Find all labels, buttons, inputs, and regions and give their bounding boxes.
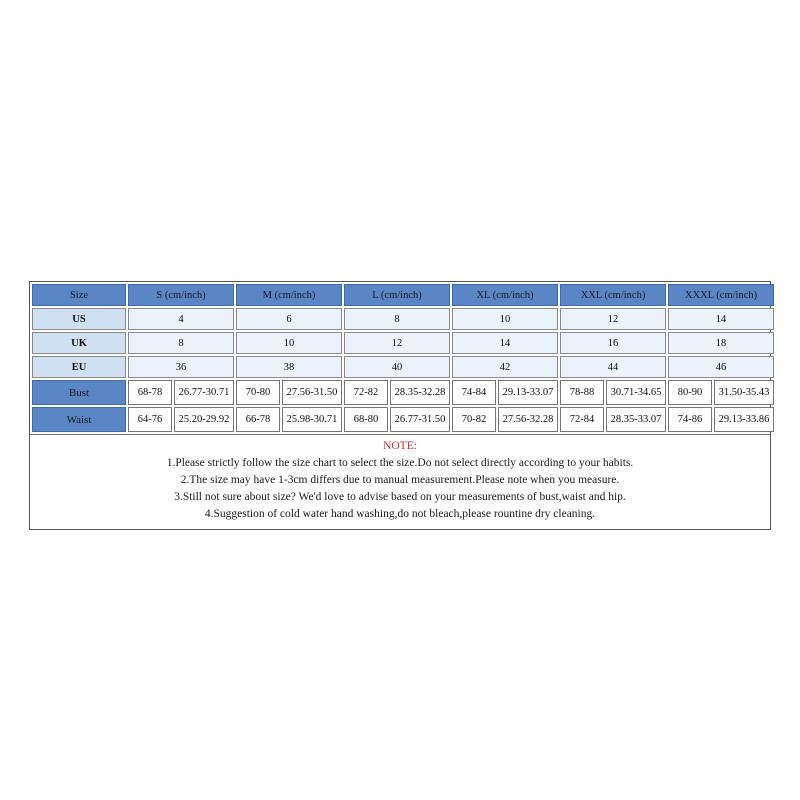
- note-line-3: 3.Still not sure about size? We'd love to advise based on your measurements of bust,waist and hip.: [174, 491, 626, 503]
- note-line-1: 1.Please strictly follow the size chart to select the size.Do not select directly according to your habits.: [166, 457, 634, 469]
- table-cell: 14: [452, 332, 558, 354]
- row-label-us: US: [32, 308, 126, 330]
- table-cell: 25.20-29.92: [174, 407, 234, 432]
- column-header-xxl: XXL (cm/inch): [560, 284, 666, 306]
- table-cell: 42: [452, 356, 558, 378]
- note-line-2: 2.The size may have 1-3cm differs due to manual measurement.Please note when you measure.: [180, 474, 620, 486]
- table-cell: 78-88: [560, 380, 604, 405]
- table-cell: 68-80: [344, 407, 388, 432]
- table-cell: 31.50-35.43: [714, 380, 774, 405]
- table-cell: 30.71-34.65: [606, 380, 666, 405]
- column-header-s: S (cm/inch): [128, 284, 234, 306]
- table-cell: 26.77-31.50: [390, 407, 450, 432]
- uk-row: [32, 332, 774, 354]
- table-cell: 29.13-33.07: [498, 380, 558, 405]
- table-cell: 12: [344, 332, 450, 354]
- notes-section: [30, 434, 770, 529]
- size-chart: [29, 281, 771, 530]
- table-cell: 6: [236, 308, 342, 330]
- table-cell: 72-84: [560, 407, 604, 432]
- table-cell: 14: [668, 308, 774, 330]
- table-cell: 80-90: [668, 380, 712, 405]
- row-label-uk: UK: [32, 332, 126, 354]
- table-cell: 4: [128, 308, 234, 330]
- size-table: [30, 282, 776, 434]
- table-cell: 68-78: [128, 380, 172, 405]
- table-cell: 74-86: [668, 407, 712, 432]
- column-header-m: M (cm/inch): [236, 284, 342, 306]
- table-cell: 70-80: [236, 380, 280, 405]
- table-cell: 44: [560, 356, 666, 378]
- table-cell: 40: [344, 356, 450, 378]
- eu-row: [32, 356, 774, 378]
- table-cell: 74-84: [452, 380, 496, 405]
- table-cell: 46: [668, 356, 774, 378]
- table-cell: 64-76: [128, 407, 172, 432]
- table-cell: 36: [128, 356, 234, 378]
- table-cell: 25.98-30.71: [282, 407, 342, 432]
- table-cell: 28.35-32.28: [390, 380, 450, 405]
- note-line-4: 4.Suggestion of cold water hand washing,do not bleach,please rountine dry cleaning.: [204, 508, 596, 520]
- table-cell: 66-78: [236, 407, 280, 432]
- table-cell: 27.56-32.28: [498, 407, 558, 432]
- bust-row: [32, 380, 774, 405]
- table-cell: 38: [236, 356, 342, 378]
- row-label-waist: Waist: [32, 407, 126, 432]
- column-header-l: L (cm/inch): [344, 284, 450, 306]
- header-row: [32, 284, 774, 306]
- table-cell: 28.35-33.07: [606, 407, 666, 432]
- table-cell: 16: [560, 332, 666, 354]
- table-cell: 70-82: [452, 407, 496, 432]
- table-cell: 26.77-30.71: [174, 380, 234, 405]
- us-row: [32, 308, 774, 330]
- table-cell: 8: [128, 332, 234, 354]
- table-cell: 10: [236, 332, 342, 354]
- table-cell: 12: [560, 308, 666, 330]
- row-label-bust: Bust: [32, 380, 126, 405]
- row-label-eu: EU: [32, 356, 126, 378]
- waist-row: [32, 407, 774, 432]
- column-header-xxxl: XXXL (cm/inch): [668, 284, 774, 306]
- table-cell: 8: [344, 308, 450, 330]
- column-header-xl: XL (cm/inch): [452, 284, 558, 306]
- table-cell: 29.13-33.86: [714, 407, 774, 432]
- table-cell: 10: [452, 308, 558, 330]
- size-header: Size: [32, 284, 126, 306]
- table-cell: 27.56-31.50: [282, 380, 342, 405]
- note-title: NOTE:: [383, 440, 417, 452]
- table-cell: 18: [668, 332, 774, 354]
- table-cell: 72-82: [344, 380, 388, 405]
